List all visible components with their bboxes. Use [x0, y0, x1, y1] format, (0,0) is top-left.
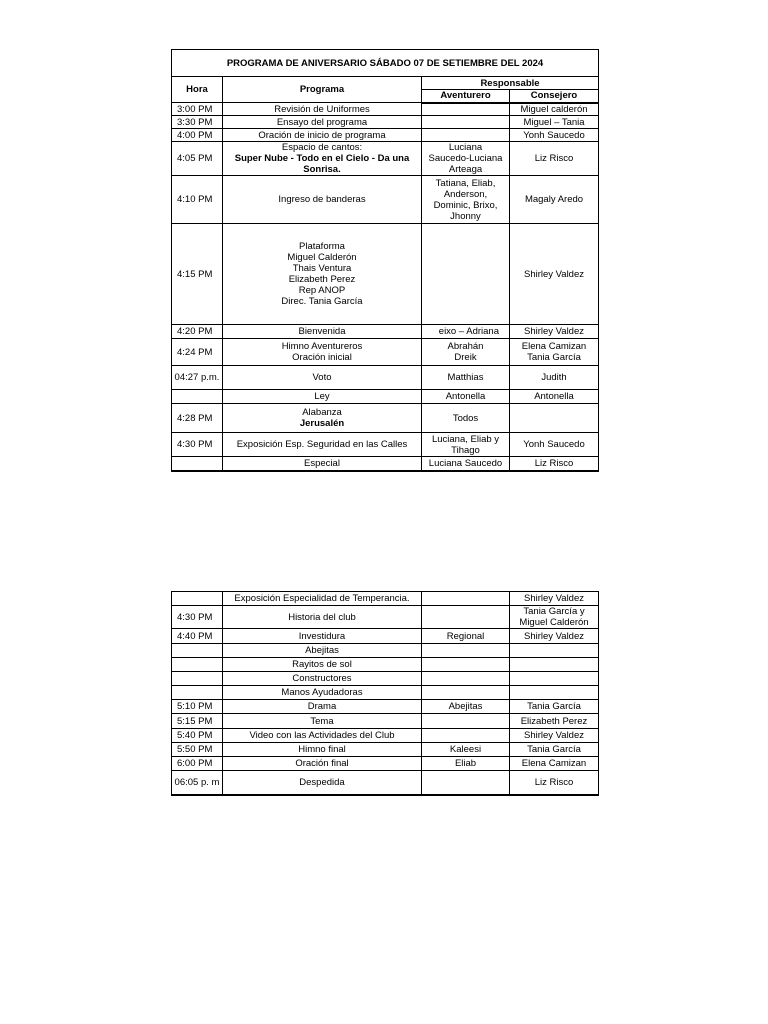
programa-cell: [223, 103, 422, 116]
programa-cell: [223, 224, 422, 325]
cell-line: Oración de inicio de programa: [258, 129, 386, 141]
aventurero-cell: [422, 404, 510, 433]
consejero-cell: [510, 404, 599, 433]
consejero-cell: [510, 644, 599, 658]
consejero-cell: [510, 757, 599, 771]
aventurero-cell: [422, 390, 510, 404]
consejero-cell: [510, 433, 599, 457]
program-title: PROGRAMA DE ANIVERSARIO SÁBADO 07 DE SETIEMBRE DEL 2024: [172, 50, 599, 77]
cell-line: Elena Camizan: [521, 758, 587, 769]
programa-cell: [223, 404, 422, 433]
cell-line: Especial: [304, 457, 340, 469]
cell-line: Rep ANOP: [298, 285, 346, 296]
programa-cell: [223, 433, 422, 457]
programa-cell: Despedida: [223, 771, 422, 795]
table-row: [172, 176, 599, 224]
hora-cell: 4:24 PM: [172, 339, 223, 366]
cell-line: Miguel – Tania: [523, 116, 585, 128]
aventurero-cell: Regional: [422, 629, 510, 644]
hora-cell: 5:15 PM: [172, 714, 223, 729]
programa-cell: Historia del club: [223, 606, 422, 629]
table1-body: [172, 103, 599, 471]
hora-cell: 5:40 PM: [172, 729, 223, 743]
header-consejero: Consejero: [510, 90, 599, 103]
cell-line: Alabanza: [302, 407, 342, 418]
aventurero-cell: [422, 433, 510, 457]
table-row: [172, 672, 599, 686]
hora-cell: [172, 672, 223, 686]
cell-line: Tania García y: [523, 606, 585, 617]
consejero-cell: [510, 629, 599, 644]
aventurero-cell: [422, 142, 510, 176]
hora-cell: 4:20 PM: [172, 325, 223, 339]
header-responsable: Responsable: [422, 77, 599, 90]
consejero-cell: [510, 116, 599, 129]
programa-cell: [223, 390, 422, 404]
table2-body: [172, 592, 599, 795]
table-row: [172, 729, 599, 743]
consejero-cell: [510, 606, 599, 629]
hora-cell: 04:27 p.m.: [172, 366, 223, 390]
aventurero-cell: [422, 606, 510, 629]
programa-cell: [223, 325, 422, 339]
cell-line: Bienvenida: [298, 326, 346, 337]
hora-cell: [172, 457, 223, 471]
hora-cell: 4:28 PM: [172, 404, 223, 433]
consejero-cell: [510, 366, 599, 390]
hora-cell: 6:00 PM: [172, 757, 223, 771]
hora-cell: [172, 644, 223, 658]
table-row: [172, 433, 599, 457]
cell-line: Abrahán: [447, 341, 484, 352]
aventurero-cell: [422, 729, 510, 743]
aventurero-cell: [422, 672, 510, 686]
aventurero-cell: [422, 339, 510, 366]
cell-line: Shirley Valdez: [523, 593, 585, 604]
cell-line: Todos: [452, 412, 479, 424]
programa-cell: Video con las Actividades del Club: [223, 729, 422, 743]
aventurero-cell: [422, 714, 510, 729]
cell-line: eixo – Adriana: [438, 326, 499, 337]
cell-line: Thais Ventura: [292, 263, 352, 274]
table-row: [172, 129, 599, 142]
cell-line: Tania García: [527, 701, 581, 712]
header-programa: Programa: [223, 77, 422, 103]
programa-cell: [223, 457, 422, 471]
cell-line: Liz Risco: [534, 153, 574, 164]
cell-line: Elizabeth Perez: [520, 715, 588, 727]
cell-line: Dominic, Brixo,: [433, 199, 498, 211]
cell-line: Elena Camizan: [521, 341, 587, 352]
programa-cell: Investidura: [223, 629, 422, 644]
cell-line: Judith: [541, 372, 567, 383]
aventurero-cell: [422, 103, 510, 116]
table-row: [172, 116, 599, 129]
table-row: [172, 714, 599, 729]
table-row: [172, 592, 599, 606]
cell-line: Antonella: [534, 391, 574, 402]
hora-cell: 4:40 PM: [172, 629, 223, 644]
hora-cell: 3:00 PM: [172, 103, 223, 116]
table-row: [172, 757, 599, 771]
table-row: [172, 606, 599, 629]
programa-cell: Oración final: [223, 757, 422, 771]
cell-line: Saucedo-Luciana: [428, 153, 503, 164]
cell-line: Luciana, Eliab y: [431, 433, 500, 445]
programa-cell: Manos Ayudadoras: [223, 686, 422, 700]
cell-line: Exposición Esp. Seguridad en las Calles: [236, 439, 408, 450]
program-table-2: [171, 591, 599, 796]
cell-line: Dreik: [454, 352, 477, 363]
consejero-cell: [510, 129, 599, 142]
hora-cell: 4:30 PM: [172, 433, 223, 457]
table-row: [172, 629, 599, 644]
consejero-cell: [510, 176, 599, 224]
cell-line: Liz Risco: [534, 457, 574, 469]
cell-line: Voto: [312, 372, 332, 383]
consejero-cell: [510, 672, 599, 686]
hora-cell: [172, 686, 223, 700]
cell-line: Yonh Saucedo: [523, 439, 585, 450]
aventurero-cell: Abejitas: [422, 700, 510, 714]
table-row: [172, 686, 599, 700]
cell-line: Sonrisa.: [303, 164, 341, 175]
consejero-cell: [510, 339, 599, 366]
table-row: [172, 390, 599, 404]
cell-line: Tatiana, Eliab,: [435, 177, 496, 189]
table-row: [172, 743, 599, 757]
programa-cell: Constructores: [223, 672, 422, 686]
cell-line: Matthias: [447, 372, 484, 383]
aventurero-cell: [422, 686, 510, 700]
hora-cell: [172, 658, 223, 672]
cell-line: Ley: [314, 391, 330, 402]
consejero-cell: [510, 390, 599, 404]
cell-line: Direc. Tania García: [281, 296, 363, 307]
programa-cell: Tema: [223, 714, 422, 729]
consejero-cell: [510, 457, 599, 471]
cell-line: Elizabeth Perez: [288, 274, 356, 285]
cell-line: Oración inicial: [292, 352, 352, 363]
cell-line: Ensayo del programa: [276, 116, 368, 128]
cell-line: Miguel calderón: [520, 103, 588, 115]
table-row: [172, 224, 599, 325]
hora-cell: 5:50 PM: [172, 743, 223, 757]
hora-cell: 06:05 p. m: [172, 771, 223, 795]
title-row: [172, 50, 599, 77]
hora-cell: [172, 592, 223, 606]
programa-cell: Rayitos de sol: [223, 658, 422, 672]
cell-line: Himno Aventureros: [281, 341, 363, 352]
hora-cell: 4:05 PM: [172, 142, 223, 176]
table-row: [172, 457, 599, 471]
programa-cell: Abejitas: [223, 644, 422, 658]
cell-line: Super Nube - Todo en el Cielo - Da una: [234, 153, 410, 164]
table-row: [172, 771, 599, 795]
table-row: [172, 325, 599, 339]
hora-cell: 3:30 PM: [172, 116, 223, 129]
table-row: [172, 644, 599, 658]
consejero-cell: [510, 714, 599, 729]
table-row: [172, 404, 599, 433]
aventurero-cell: [422, 116, 510, 129]
table-row: [172, 658, 599, 672]
hora-cell: 4:15 PM: [172, 224, 223, 325]
consejero-cell: [510, 325, 599, 339]
hora-cell: 4:00 PM: [172, 129, 223, 142]
aventurero-cell: [422, 457, 510, 471]
table-row: [172, 339, 599, 366]
consejero-cell: [510, 743, 599, 757]
header-row: [172, 77, 599, 90]
programa-cell: [223, 339, 422, 366]
cell-line: Espacio de cantos:: [281, 142, 363, 153]
cell-line: Antonella: [445, 391, 486, 402]
cell-line: Ingreso de banderas: [278, 194, 366, 205]
header-hora: Hora: [172, 77, 223, 103]
consejero-cell: [510, 592, 599, 606]
aventurero-cell: [422, 592, 510, 606]
consejero-cell: [510, 142, 599, 176]
consejero-cell: [510, 658, 599, 672]
programa-cell: [223, 176, 422, 224]
consejero-cell: [510, 700, 599, 714]
aventurero-cell: [422, 771, 510, 795]
cell-line: Shirley Valdez: [523, 326, 585, 337]
cell-line: Magaly Aredo: [524, 194, 584, 205]
hora-cell: 4:30 PM: [172, 606, 223, 629]
cell-line: Tania García: [527, 352, 581, 363]
aventurero-cell: [422, 658, 510, 672]
cell-line: Shirley Valdez: [523, 268, 585, 280]
cell-line: Arteaga: [448, 164, 483, 175]
programa-cell: [223, 142, 422, 176]
cell-line: Jerusalén: [299, 418, 345, 429]
cell-line: Anderson,: [443, 188, 488, 200]
programa-cell: Himno final: [223, 743, 422, 757]
cell-line: Jhonny: [450, 210, 481, 222]
aventurero-cell: [422, 366, 510, 390]
table-row: [172, 700, 599, 714]
consejero-cell: [510, 771, 599, 795]
cell-line: Tihago: [451, 444, 480, 456]
aventurero-cell: [422, 325, 510, 339]
hora-cell: [172, 390, 223, 404]
hora-cell: 5:10 PM: [172, 700, 223, 714]
aventurero-cell: [422, 176, 510, 224]
aventurero-cell: [422, 129, 510, 142]
aventurero-cell: [422, 224, 510, 325]
consejero-cell: [510, 103, 599, 116]
programa-cell: [223, 129, 422, 142]
aventurero-cell: Kaleesi: [422, 743, 510, 757]
table-row: [172, 142, 599, 176]
aventurero-cell: [422, 644, 510, 658]
programa-cell: Drama: [223, 700, 422, 714]
cell-line: Shirley Valdez: [523, 730, 585, 741]
cell-line: Plataforma: [299, 241, 345, 252]
programa-cell: [223, 116, 422, 129]
hora-cell: 4:10 PM: [172, 176, 223, 224]
cell-line: Tania García: [527, 744, 581, 755]
cell-line: Luciana Saucedo: [428, 457, 503, 469]
programa-cell: Exposición Especialidad de Temperancia.: [223, 592, 422, 606]
cell-line: Revisión de Uniformes: [274, 103, 370, 115]
consejero-cell: [510, 729, 599, 743]
cell-line: Luciana: [448, 142, 483, 153]
program-table-1: [171, 49, 599, 472]
header-aventurero: Aventurero: [422, 90, 510, 103]
cell-line: Liz Risco: [534, 776, 574, 788]
table-row: [172, 366, 599, 390]
consejero-cell: [510, 224, 599, 325]
table-row: [172, 103, 599, 116]
aventurero-cell: Eliab: [422, 757, 510, 771]
cell-line: Miguel Calderón: [287, 252, 357, 263]
cell-line: Miguel Calderón: [519, 617, 589, 628]
consejero-cell: [510, 686, 599, 700]
programa-cell: [223, 366, 422, 390]
cell-line: Shirley Valdez: [523, 630, 585, 642]
cell-line: Yonh Saucedo: [523, 129, 585, 141]
